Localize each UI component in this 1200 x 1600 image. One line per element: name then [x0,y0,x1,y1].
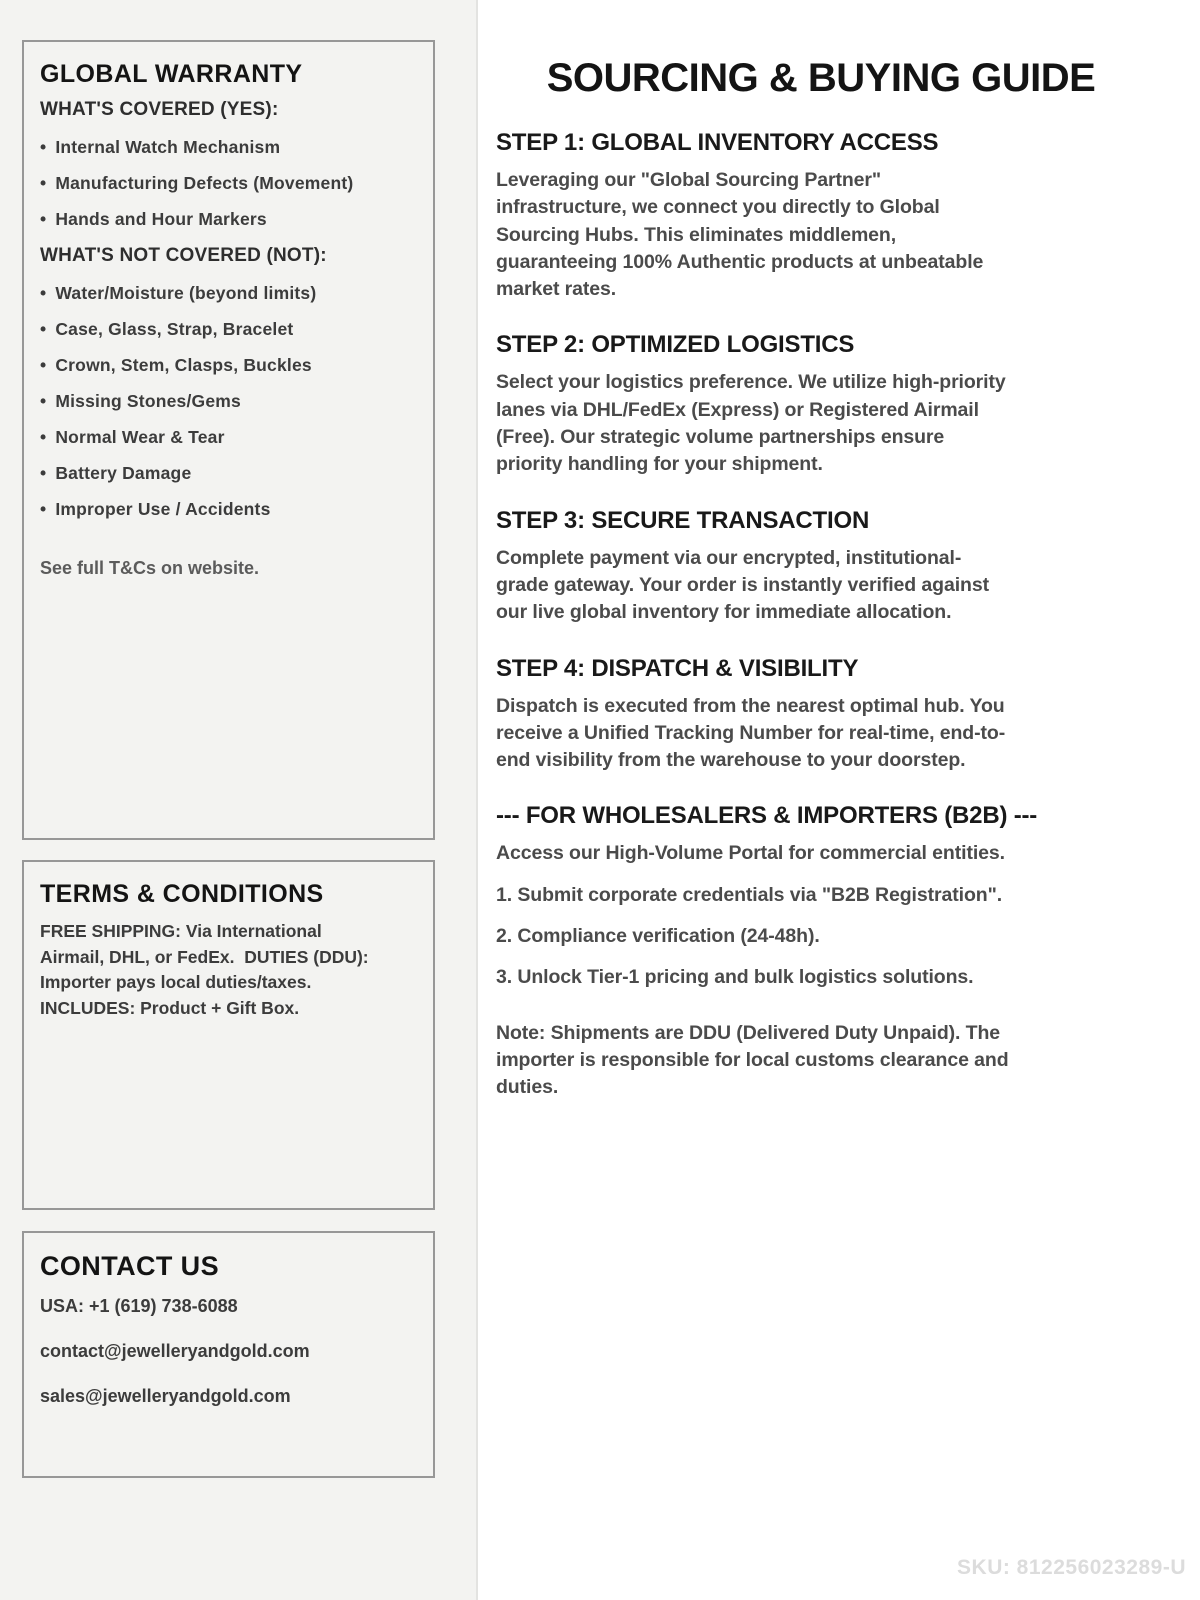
not-covered-heading: WHAT'S NOT COVERED (NOT): [40,245,327,266]
page-title: SOURCING & BUYING GUIDE [546,56,1096,100]
list-item: • Internal Watch Mechanism [40,137,417,158]
step-4-section [496,655,1200,775]
contact-email-sales: sales@jewelleryandgold.com [40,1386,291,1406]
sku-label: SKU: 812256023289-U [957,1556,1186,1579]
terms-panel [22,860,435,1210]
contact-title: CONTACT US [40,1251,219,1281]
covered-heading: WHAT'S COVERED (YES): [40,99,279,120]
step-2-section [496,331,1200,478]
b2b-step-1: 1. Submit corporate credentials via "B2B Registration". [496,883,1003,906]
list-item: • Manufacturing Defects (Movement) [40,173,417,194]
sidebar [0,0,478,1600]
b2b-step-3: 3. Unlock Tier-1 pricing and bulk logistics solutions. [496,966,974,989]
step-1-heading: STEP 1: GLOBAL INVENTORY ACCESS [496,129,939,156]
list-item: • Water/Moisture (beyond limits) [40,283,417,304]
contact-panel [22,1231,435,1478]
step-1-section [496,129,1200,303]
list-item: • Battery Damage [40,463,417,484]
list-item: • Missing Stones/Gems [40,391,417,412]
step-2-heading: STEP 2: OPTIMIZED LOGISTICS [496,331,855,359]
terms-title: TERMS & CONDITIONS [40,880,324,908]
list-item: • Hands and Hour Markers [40,209,417,230]
step-4-heading: STEP 4: DISPATCH & VISIBILITY [496,654,859,682]
list-item: • Improper Use / Accidents [40,499,417,520]
list-item: • Normal Wear & Tear [40,427,417,448]
contact-email-primary: contact@jewelleryandgold.com [40,1341,310,1361]
step-3-body: Complete payment via our encrypted, institutional-grade gateway. Your order is instantly verified against our live global inventory for immediate allocation. [496,546,989,624]
terms-body: FREE SHIPPING: Via International Airmail, DHL, or FedEx. DUTIES (DDU): Importer pays local duties/taxes. INCLUDES: Product + Gift Box. [40,921,374,1019]
warranty-footnote: See full T&Cs on website. [40,558,260,578]
b2b-section [496,802,1200,1101]
step-3-heading: STEP 3: SECURE TRANSACTION [496,506,870,534]
not-covered-list [40,283,417,520]
b2b-step-2: 2. Compliance verification (24-48h). [496,925,820,948]
main-content [480,0,1200,1102]
step-4-body: Dispatch is executed from the nearest optimal hub. You receive a Unified Tracking Number for real-time, end-to-end visibility from the warehouse to your doorstep. [496,694,1006,772]
step-1-body: Leveraging our "Global Sourcing Partner" infrastructure, we connect you directly to Global Sourcing Hubs. This eliminates middlemen, guaranteeing 100% Authentic products at unbeatable market rates. [496,169,984,301]
list-item: • Crown, Stem, Clasps, Buckles [40,355,417,376]
b2b-heading: --- FOR WHOLESALERS & IMPORTERS (B2B) --- [496,802,1038,830]
warranty-title: GLOBAL WARRANTY [40,60,303,88]
list-item: • Case, Glass, Strap, Bracelet [40,319,417,340]
b2b-intro: Access our High-Volume Portal for commercial entities. [496,842,1005,865]
step-2-body: Select your logistics preference. We utilize high-priority lanes via DHL/FedEx (Express) or Registered Airmail (Free). Our strategic volume partnerships ensure priority handling for your shipment. [496,371,1006,476]
covered-list [40,137,417,230]
contact-phone: USA: +1 (619) 738-6088 [40,1296,238,1316]
b2b-note: Note: Shipments are DDU (Delivered Duty Unpaid). The importer is responsible for local customs clearance and duties. [496,1021,1009,1099]
step-3-section [496,507,1200,627]
warranty-panel [22,40,435,840]
